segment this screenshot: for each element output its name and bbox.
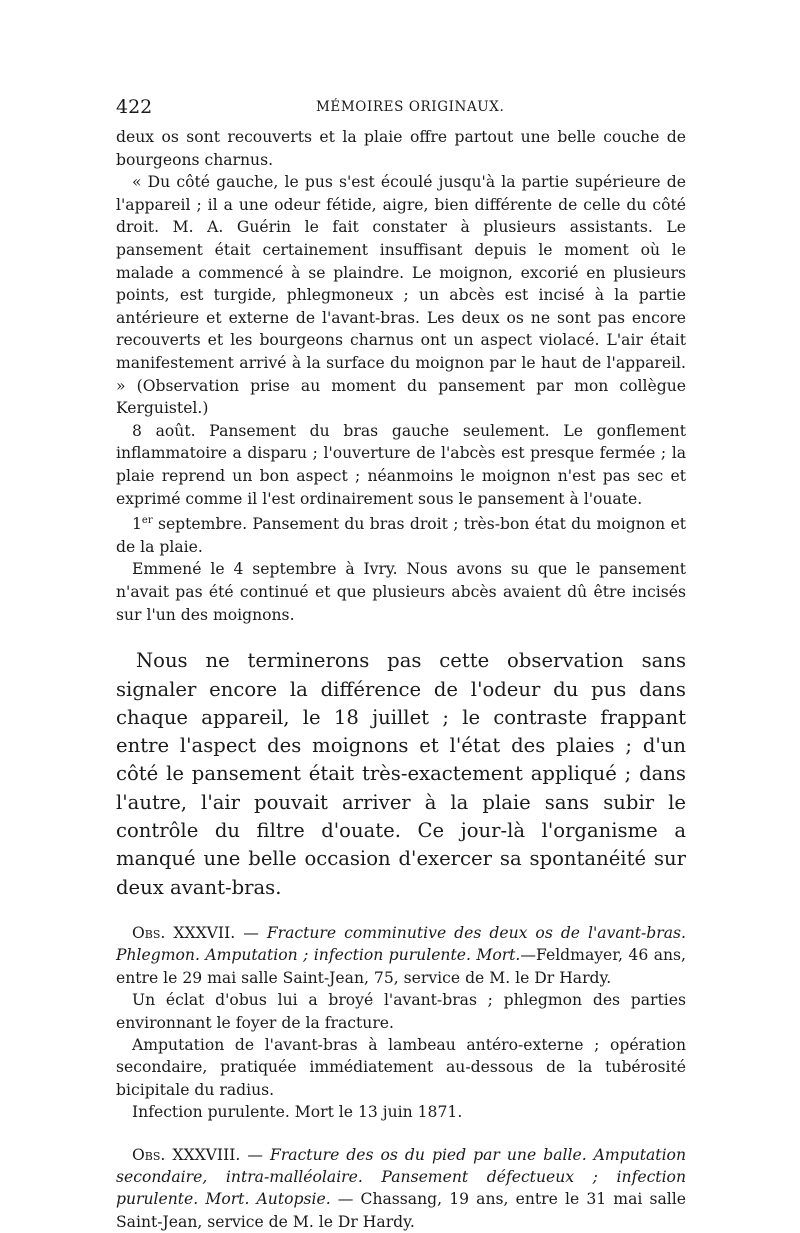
paragraph: Un éclat d'obus lui a broyé l'avant-bras ; phlegmon des parties environnant le foyer de la fracture. [116,991,686,1032]
observation-label: Obs. XXXVII. [132,923,236,942]
conclusion-paragraph: Nous ne terminerons pas cette observation sans signaler encore la différence de l'odeur du pus dans chaque appareil, le 18 juillet ; le contraste frappant entre l'aspect des moignons et l'état des plaies ; d'un côté le pansement était très-exactement appliqué ; dans l'autre, l'air pouvait arriver à la plaie sans subir le contrôle du filtre d'ouate. Ce jour-là l'organisme a manqué une belle occasion d'exercer sa spontanéité sur deux avant-bras. [116,649,686,899]
paragraph: « Du côté gauche, le pus s'est écoulé jusqu'à la partie supérieure de l'appareil ; il a une odeur fétide, aigre, bien différente de celle du côté droit. M. A. Guérin le fait constater à plusieurs assistants. Le pansement était certainement insuffisant depuis le moment où le malade a commencé à se plaindre. Le moignon, excorié en plusieurs points, est turgide, phlegmoneux ; un abcès est incisé à la partie antérieure et externe de l'avant-bras. Les deux os ne sont pas encore recouverts et les bourgeons charnus ont un aspect violacé. L'air était manifestement arrivé à la surface du moignon par le haut de l'appareil. » (Observation prise au moment du pansement par mon collègue Kerguistel.) [116,173,686,418]
dash: — [240,1145,270,1164]
paragraph: Infection purulente. Mort le 13 juin 1871. [132,1103,463,1122]
paragraph: deux os sont recouverts et la plaie offre partout une belle couche de bourgeons charnus. [116,128,686,169]
running-title: MÉMOIRES ORIGINAUX. [316,99,505,115]
observation-continuation [116,126,686,626]
paragraph: 8 août. Pansement du bras gauche seulement. Le gonflement inflammatoire a disparu ; l'ouverture de l'abcès est presque fermée ; la plaie reprend un bon aspect ; néanmoins le moignon n'est pas sec et exprimé comme il l'est ordinairement sous le pansement à l'ouate. [116,421,686,508]
observation-37 [116,922,686,1124]
observation-label: Obs. XXXVIII. [132,1145,241,1164]
observation-title: Fracture comminutive des deux os de l'avant-bras. Phlegmon. Amputation ; infection purulente. Mort. [116,923,686,965]
paragraph [116,510,686,558]
paragraph-text: septembre. Pansement du bras droit ; très-bon état du moignon et de la plaie. [116,515,686,556]
page-header [116,96,686,126]
observation-38 [116,1144,686,1233]
observation-text: — Chassang, 19 ans, entre le 31 mai salle Saint-Jean, service de M. le Dr Hardy. [116,1190,686,1231]
ordinal-suffix: er [141,515,153,527]
paragraph: Amputation de l'avant-bras à lambeau antéro-externe ; opération secondaire, pratiquée immédiatement au-dessous de la tubérosité bicipitale du radius. [116,1035,686,1099]
observation-heading [116,922,686,989]
observation-text: —Feldmayer, 46 ans, entre le 29 mai salle Saint-Jean, 75, service de M. le Dr Hardy. [116,946,687,987]
conclusion-block [116,647,686,902]
observation-heading [116,1144,686,1233]
page [116,96,686,1233]
page-number: 422 [116,96,153,118]
observation-title: Fracture des os du pied par une balle. Amputation secondaire, intra-malléolaire. Pansement défectueux ; infection purulente. Mort. Autopsie. [116,1145,686,1209]
dash: — [235,923,267,942]
paragraph: Emmené le 4 septembre à Ivry. Nous avons su que le pansement n'avait pas été continué et que plusieurs abcès avaient dû être incisés sur l'un des moignons. [116,560,686,624]
date-day: 1 [132,515,142,534]
